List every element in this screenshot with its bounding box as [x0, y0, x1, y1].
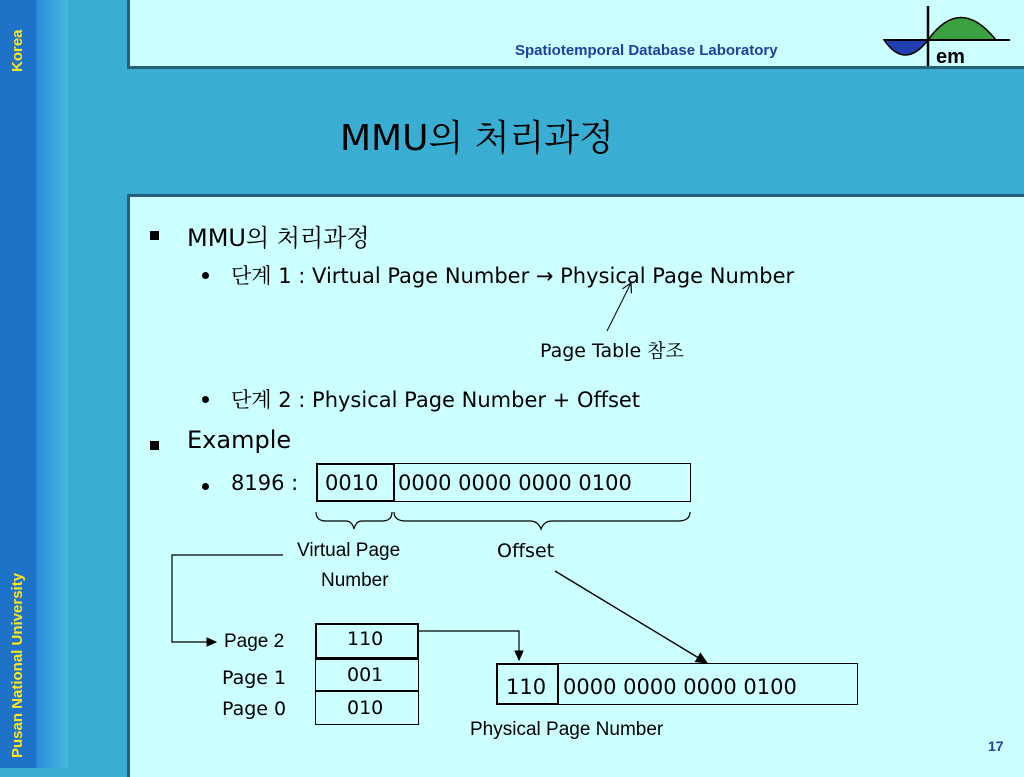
- page-number: 17: [988, 738, 1004, 754]
- page-label-1: Page 1: [222, 667, 287, 689]
- offset-brace: [394, 512, 690, 529]
- vpn-label-line2: Number: [321, 570, 389, 591]
- page-table-value-2: 110: [347, 628, 384, 650]
- result-ppn: 110: [506, 675, 547, 699]
- vpn-label-line1: Virtual Page: [297, 540, 401, 561]
- step2-text: 단계 2 : Physical Page Number + Offset: [231, 388, 641, 412]
- offset-label: Offset: [497, 540, 555, 562]
- page-table-arrow: [607, 283, 631, 331]
- page-label-0: Page 0: [222, 698, 287, 720]
- frame-to-ppn-arrow: [419, 631, 519, 660]
- vpn-brace: [316, 512, 392, 529]
- example-offset: 0000 0000 0000 0100: [398, 471, 632, 495]
- page-title: MMU의 처리과정: [340, 118, 614, 159]
- lab-title: Spatiotemporal Database Laboratory: [515, 42, 778, 59]
- bullet-example: Example: [187, 426, 292, 454]
- ppn-label: Physical Page Number: [470, 719, 664, 740]
- vpn-to-page-arrow: [172, 555, 283, 642]
- bullet-mmu: MMU의 처리과정: [187, 224, 370, 252]
- sidebar-bottom-text: Pusan National University: [9, 572, 26, 758]
- step1-text: 단계 1 : Virtual Page Number → Physical Page Number: [231, 264, 795, 288]
- sidebar-top-text: Korea: [9, 29, 26, 72]
- result-offset: 0000 0000 0000 0100: [563, 675, 797, 699]
- logo-text: em: [936, 46, 965, 68]
- page-table-note: Page Table 참조: [540, 340, 684, 362]
- offset-to-result-arrow: [555, 571, 707, 663]
- page-table-value-0: 010: [347, 697, 384, 719]
- page-label-2: Page 2: [224, 631, 285, 652]
- example-vpn: 0010: [325, 471, 379, 495]
- page-table-value-1: 001: [347, 664, 384, 686]
- example-prefix: 8196 :: [231, 471, 299, 495]
